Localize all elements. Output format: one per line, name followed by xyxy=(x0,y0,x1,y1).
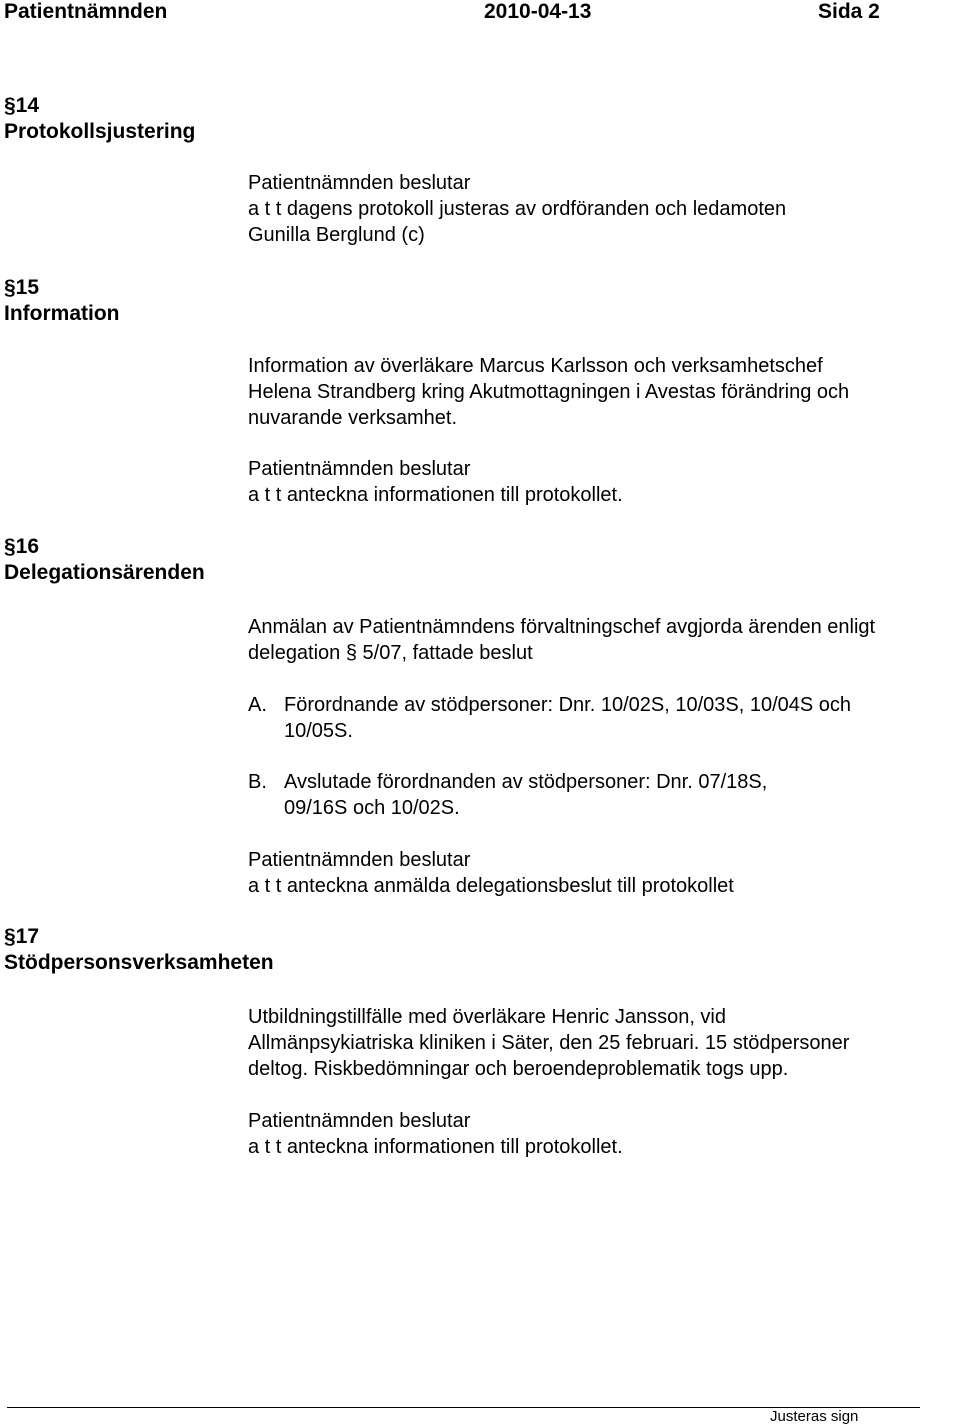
list-item-line: Förordnande av stödpersoner: Dnr. 10/02S, 10/03S, 10/04S och xyxy=(284,694,852,716)
text-line: Helena Strandberg kring Akutmottagningen i Avestas förändring och xyxy=(248,381,850,403)
decision-block xyxy=(248,1108,623,1160)
decision-block xyxy=(248,847,734,899)
header-date: 2010-04-13 xyxy=(484,0,592,23)
section-text xyxy=(248,353,849,431)
decision-line: a t t anteckna informationen till protokollet. xyxy=(248,484,623,506)
list-item-line: 10/05S. xyxy=(284,720,353,742)
list-item-line: 09/16S och 10/02S. xyxy=(284,797,460,819)
text-line: Utbildningstillfälle med överläkare Henric Jansson, vid xyxy=(248,1006,726,1028)
section-title: Stödpersonsverksamheten xyxy=(4,951,274,974)
text-line: nuvarande verksamhet. xyxy=(248,407,458,429)
text-line: deltog. Riskbedömningar och beroendeproblematik togs upp. xyxy=(248,1058,789,1080)
list-item xyxy=(248,692,948,744)
section-title: Information xyxy=(4,302,120,325)
decision-label: Patientnämnden beslutar xyxy=(248,849,471,871)
section-text xyxy=(248,1004,849,1082)
text-line: delegation § 5/07, fattade beslut xyxy=(248,642,533,664)
list-marker: B. xyxy=(248,771,267,793)
decision-line: Gunilla Berglund (c) xyxy=(248,224,425,246)
decision-label: Patientnämnden beslutar xyxy=(248,172,471,194)
header-page: Sida 2 xyxy=(818,0,880,23)
decision-label: Patientnämnden beslutar xyxy=(248,458,471,480)
decision-block xyxy=(248,456,623,508)
text-line: Information av överläkare Marcus Karlsson och verksamhetschef xyxy=(248,355,823,377)
section-number: §16 xyxy=(4,535,40,558)
list-item-line: Avslutade förordnanden av stödpersoner: Dnr. 07/18S, xyxy=(284,771,768,793)
section-number: §17 xyxy=(4,925,40,948)
section-text xyxy=(248,614,875,666)
section-number: §15 xyxy=(4,276,40,299)
text-line: Anmälan av Patientnämndens förvaltningschef avgjorda ärenden enligt xyxy=(248,616,876,638)
decision-line: a t t anteckna anmälda delegationsbeslut till protokollet xyxy=(248,875,734,897)
section-title: Delegationsärenden xyxy=(4,561,205,584)
section-number: §14 xyxy=(4,94,40,117)
list-marker: A. xyxy=(248,694,267,716)
header-org: Patientnämnden xyxy=(4,0,168,23)
section-title: Protokollsjustering xyxy=(4,120,196,143)
list-item xyxy=(248,769,948,821)
sign-label: Justeras sign xyxy=(770,1408,859,1425)
decision-label: Patientnämnden beslutar xyxy=(248,1110,471,1132)
text-line: Allmänpsykiatriska kliniken i Säter, den 25 februari. 15 stödpersoner xyxy=(248,1032,850,1054)
decision-block xyxy=(248,170,786,248)
decision-line: a t t dagens protokoll justeras av ordföranden och ledamoten xyxy=(248,198,787,220)
decision-line: a t t anteckna informationen till protokollet. xyxy=(248,1136,623,1158)
